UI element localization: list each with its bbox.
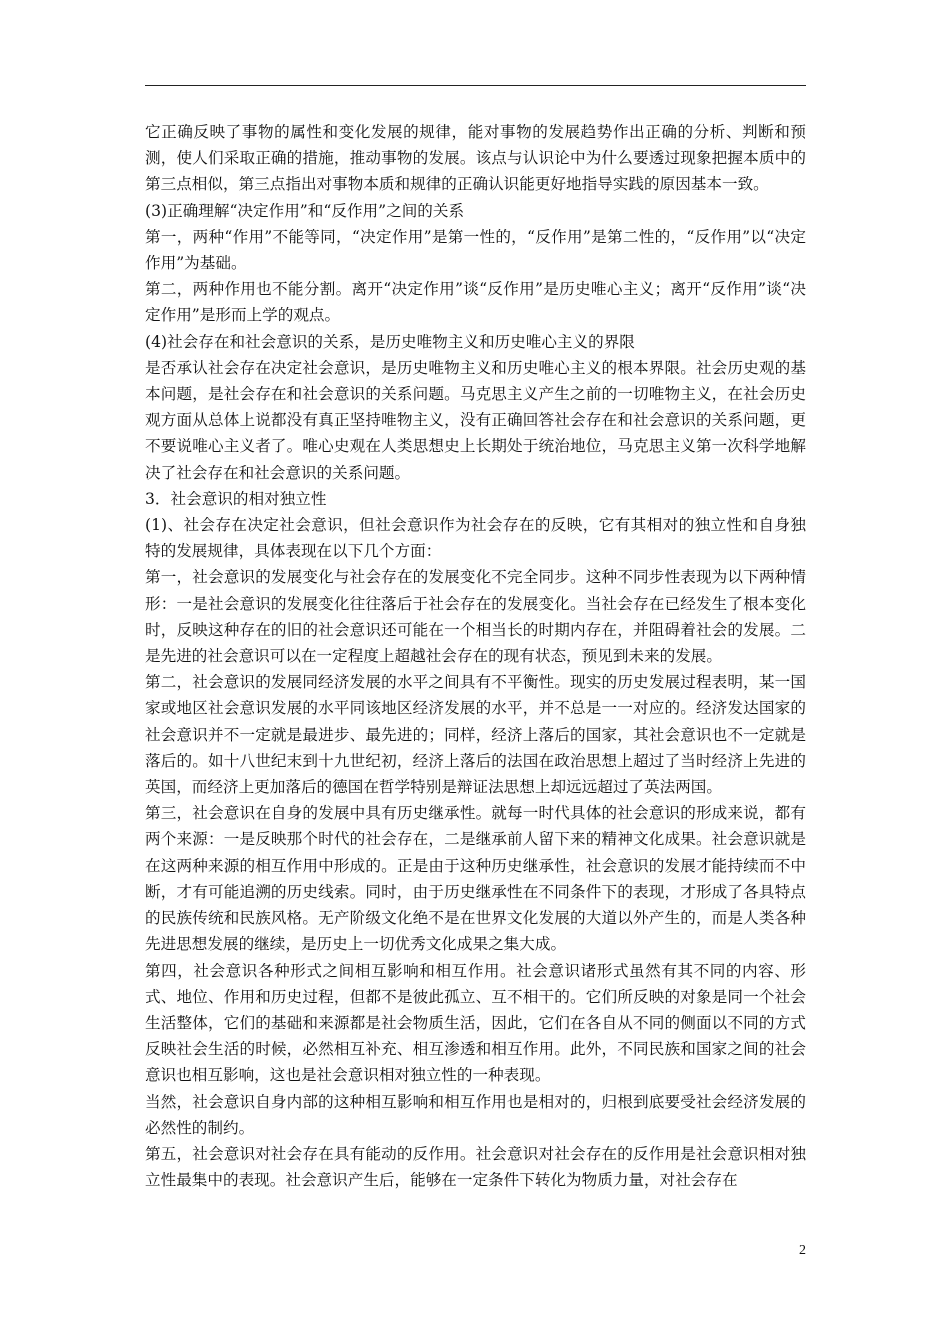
section-heading: (3)正确理解“决定作用”和“反作用”之间的关系 [145,201,465,220]
paragraph: 第一，社会意识的发展变化与社会存在的发展变化不完全同步。这种不同步性表现为以下两种情形：一是社会意识的发展变化往往落后于社会存在的发展变化。当社会存在已经发生了根本变化时，反映这种存在的旧的社会意识还可能在一个相当长的时期内存在，并阻碍着社会的发展。二是先进的社会意识可以在一定程度上超越社会存在的现有状态，预见到未来的发展。 [145,568,806,666]
paragraph: 它正确反映了事物的属性和变化发展的规律，能对事物的发展趋势作出正确的分析、判断和预测，使人们采取正确的措施，推动事物的发展。该点与认识论中为什么要透过现象把握本质中的第三点相似，第三点指出对事物本质和规律的正确认识能更好地指导实践的原因基本一致。 [145,123,806,194]
paragraph: 第四，社会意识各种形式之间相互影响和相互作用。社会意识诸形式虽然有其不同的内容、形式、地位、作用和历史过程，但都不是彼此孤立、互不相干的。它们所反映的对象是同一个社会生活整体，它们的基础和来源都是社会物质生活，因此，它们在各自从不同的侧面以不同的方式反映社会生活的时候，必然相互补充、相互渗透和相互作用。此外，不同民族和国家之间的社会意识也相互影响，这也是社会意识相对独立性的一种表现。 [145,961,806,1085]
page-number: 2 [799,1243,806,1258]
paragraph: 第五，社会意识对社会存在具有能动的反作用。社会意识对社会存在的反作用是社会意识相对独立性最集中的表现。社会意识产生后，能够在一定条件下转化为物质力量，对社会存在 [145,1144,806,1190]
paragraph: 第二，社会意识的发展同经济发展的水平之间具有不平衡性。现实的历史发展过程表明，某一国家或地区社会意识发展的水平同该地区经济发展的水平，并不总是一一对应的。经济发达国家的社会意识并不一定就是最进步、最先进的；同样，经济上落后的国家，其社会意识也不一定就是落后的。如十八世纪末到十九世纪初，经济上落后的法国在政治思想上超过了当时经济上先进的英国，而经济上更加落后的德国在哲学特别是辩证法思想上却远远超过了英法两国。 [145,673,806,797]
paragraph: 当然，社会意识自身内部的这种相互影响和相互作用也是相对的，归根到底要受社会经济发展的必然性的制约。 [145,1092,806,1137]
document-body [145,119,806,1193]
paragraph: 第二，两种作用也不能分割。离开“决定作用”谈“反作用”是历史唯心主义；离开“反作用”谈“决定作用”是形而上学的观点。 [145,280,806,325]
section-heading: (4)社会存在和社会意识的关系，是历史唯物主义和历史唯心主义的界限 [145,332,635,351]
paragraph: 第一，两种“作用”不能等同，“决定作用”是第一性的，“反作用”是第二性的，“反作用”以“决定作用”为基础。 [145,227,806,273]
paragraph: 是否承认社会存在决定社会意识，是历史唯物主义和历史唯心主义的根本界限。社会历史观的基本问题，是社会存在和社会意识的关系问题。马克思主义产生之前的一切唯物主义，在社会历史观方面从总体上说都没有真正坚持唯物主义，没有正确回答社会存在和社会意识的关系问题，更不要说唯心主义者了。唯心史观在人类思想史上长期处于统治地位，马克思主义第一次科学地解决了社会存在和社会意识的关系问题。 [145,358,806,482]
section-heading: 3．社会意识的相对独立性 [145,489,327,508]
header-rule [145,85,806,86]
paragraph: 第三，社会意识在自身的发展中具有历史继承性。就每一时代具体的社会意识的形成来说，都有两个来源：一是反映那个时代的社会存在，二是继承前人留下来的精神文化成果。社会意识就是在这两种来源的相互作用中形成的。正是由于这种历史继承性，社会意识的发展才能持续而不中断，才有可能追溯的历史线索。同时，由于历史继承性在不同条件下的表现，才形成了各具特点的民族传统和民族风格。无产阶级文化绝不是在世界文化发展的大道以外产生的，而是人类各种先进思想发展的继续，是历史上一切优秀文化成果之集大成。 [145,804,806,954]
paragraph: (1)、社会存在决定社会意识，但社会意识作为社会存在的反映，它有其相对的独立性和自身独特的发展规律，具体表现在以下几个方面： [145,516,806,561]
